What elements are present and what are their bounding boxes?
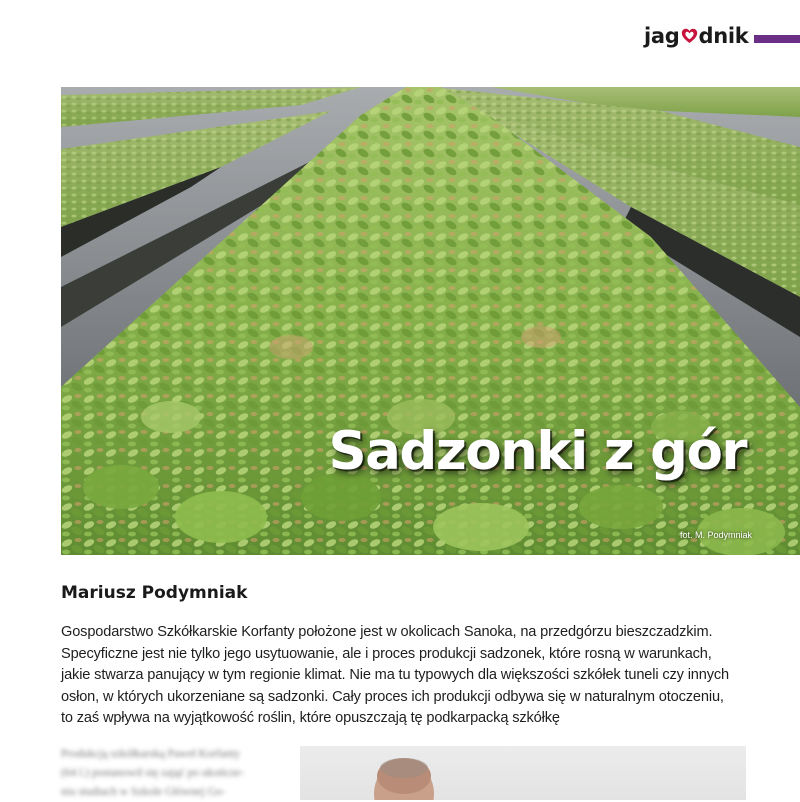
portrait-photo xyxy=(300,746,746,800)
heart-icon xyxy=(681,28,698,44)
lead-line: to zaś wpływa na wyjątkowość roślin, które opuszczają tę podkarpacką szkółkę xyxy=(61,710,560,727)
body-line: Produkcją szkółkarską Paweł Korfanty xyxy=(61,748,241,760)
body-line: niu studiach w Szkole Głównej Go- xyxy=(61,786,226,798)
lead-line: osłon, w których ukorzeniane są sadzonki. Cały proces ich produkcji odbywa się w naturalnym otoczeniu, xyxy=(61,688,724,705)
body-line: (64 l.) postanowił się zająć po ukończe- xyxy=(61,767,244,779)
hero-title: Sadzonki z gór xyxy=(328,421,746,482)
hero-photo xyxy=(61,87,800,555)
article-body-column xyxy=(61,745,277,802)
logo-text-end: dnik xyxy=(698,24,749,48)
article-author: Mariusz Podymniak xyxy=(61,583,248,603)
jagodnik-logo xyxy=(644,24,748,48)
lead-line: Specyficzne jest nie tylko jego usytuowanie, ale i proces produkcji sadzonek, które rosną w warunkach, xyxy=(61,645,712,662)
lead-line: jakie stwarza panujący w tym regionie klimat. Nie ma tu typowych dla większości szkółek tuneli czy innych xyxy=(61,667,729,684)
nursery-field-photo xyxy=(61,87,800,555)
person-photo xyxy=(300,746,746,800)
masthead-accent-bar xyxy=(754,35,800,43)
logo-text-start: jag xyxy=(644,24,680,48)
photo-credit: fot. M. Podymniak xyxy=(679,530,752,540)
article-lead xyxy=(61,622,751,730)
masthead xyxy=(600,20,800,56)
lead-line: Gospodarstwo Szkółkarskie Korfanty położone jest w okolicach Sanoka, na przedgórzu bieszczadzkim. xyxy=(61,624,713,640)
